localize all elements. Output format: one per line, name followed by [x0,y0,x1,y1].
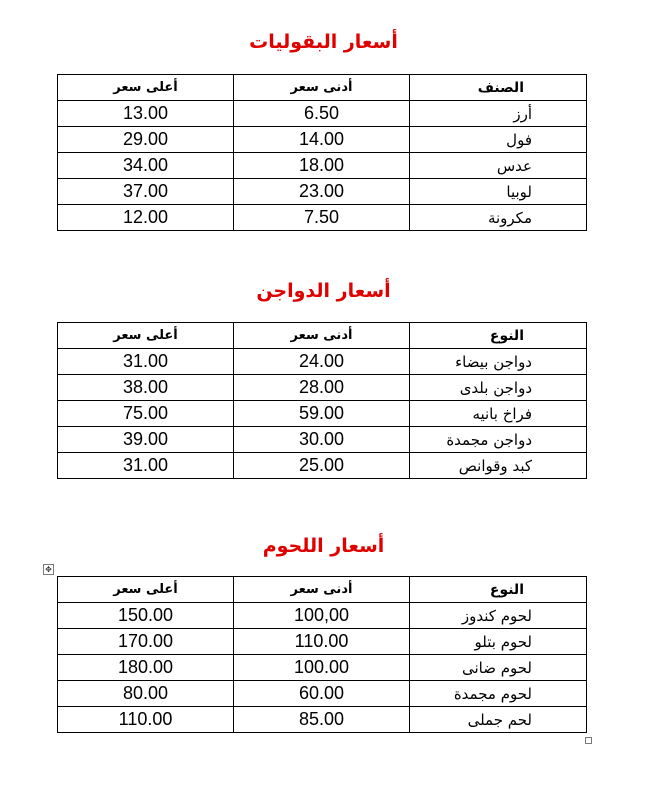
item-name-cell: دواجن مجمدة [410,427,587,453]
section-title-meat: أسعار اللحوم [262,535,385,557]
table-row [58,101,587,127]
lowest-price-cell: 23.00 [234,179,410,205]
header-lowest-price: أدنى سعر [234,323,410,349]
table-row [58,453,587,479]
item-name-cell: فول [410,127,587,153]
table-row [58,375,587,401]
table-row [58,707,587,733]
lowest-price-cell: 30.00 [234,427,410,453]
section-title-legumes: أسعار البقوليات [249,31,398,53]
highest-price-cell: 37.00 [58,179,234,205]
legumes-price-table [57,74,587,231]
header-highest-price: أعلى سعر [58,323,234,349]
header-highest-price: أعلى سعر [58,577,234,603]
item-name-cell: لحم جملى [410,707,587,733]
header-type: النوع [410,577,587,603]
table-row [58,655,587,681]
table-row [58,205,587,231]
table-row [58,153,587,179]
header-item: الصنف [410,75,587,101]
header-highest-price: أعلى سعر [58,75,234,101]
highest-price-cell: 150.00 [58,603,234,629]
table-row [58,603,587,629]
lowest-price-cell: 85.00 [234,707,410,733]
header-type: النوع [410,323,587,349]
highest-price-cell: 180.00 [58,655,234,681]
highest-price-cell: 29.00 [58,127,234,153]
highest-price-cell: 12.00 [58,205,234,231]
highest-price-cell: 13.00 [58,101,234,127]
header-lowest-price: أدنى سعر [234,577,410,603]
table-row [58,401,587,427]
lowest-price-cell: 7.50 [234,205,410,231]
item-name-cell: لوبيا [410,179,587,205]
header-lowest-price: أدنى سعر [234,75,410,101]
item-name-cell: مكرونة [410,205,587,231]
move-arrows-icon[interactable] [43,564,54,575]
highest-price-cell: 31.00 [58,453,234,479]
item-name-cell: كبد وقوانص [410,453,587,479]
lowest-price-cell: 18.00 [234,153,410,179]
table-row [58,629,587,655]
lowest-price-cell: 28.00 [234,375,410,401]
highest-price-cell: 170.00 [58,629,234,655]
highest-price-cell: 80.00 [58,681,234,707]
lowest-price-cell: 25.00 [234,453,410,479]
lowest-price-cell: 59.00 [234,401,410,427]
section-title-poultry: أسعار الدواجن [256,280,391,302]
item-name-cell: دواجن بيضاء [410,349,587,375]
move-glyph: ✥ [45,565,52,574]
table-row [58,349,587,375]
lowest-price-cell: 60.00 [234,681,410,707]
lowest-price-cell: 110.00 [234,629,410,655]
highest-price-cell: 31.00 [58,349,234,375]
item-name-cell: لحوم بتلو [410,629,587,655]
table-header-row [58,75,587,101]
highest-price-cell: 38.00 [58,375,234,401]
poultry-price-table [57,322,587,479]
table-row [58,127,587,153]
item-name-cell: أرز [410,101,587,127]
lowest-price-cell: 100,00 [234,603,410,629]
highest-price-cell: 75.00 [58,401,234,427]
item-name-cell: لحوم كندوز [410,603,587,629]
item-name-cell: فراخ بانيه [410,401,587,427]
highest-price-cell: 39.00 [58,427,234,453]
item-name-cell: عدس [410,153,587,179]
table-row [58,427,587,453]
item-name-cell: لحوم ضانى [410,655,587,681]
meat-price-table [57,576,587,733]
lowest-price-cell: 24.00 [234,349,410,375]
table-header-row [58,323,587,349]
table-row [58,681,587,707]
table-header-row [58,577,587,603]
resize-handle-icon[interactable] [585,737,592,744]
lowest-price-cell: 6.50 [234,101,410,127]
highest-price-cell: 34.00 [58,153,234,179]
table-row [58,179,587,205]
highest-price-cell: 110.00 [58,707,234,733]
item-name-cell: لحوم مجمدة [410,681,587,707]
lowest-price-cell: 100.00 [234,655,410,681]
lowest-price-cell: 14.00 [234,127,410,153]
item-name-cell: دواجن بلدى [410,375,587,401]
